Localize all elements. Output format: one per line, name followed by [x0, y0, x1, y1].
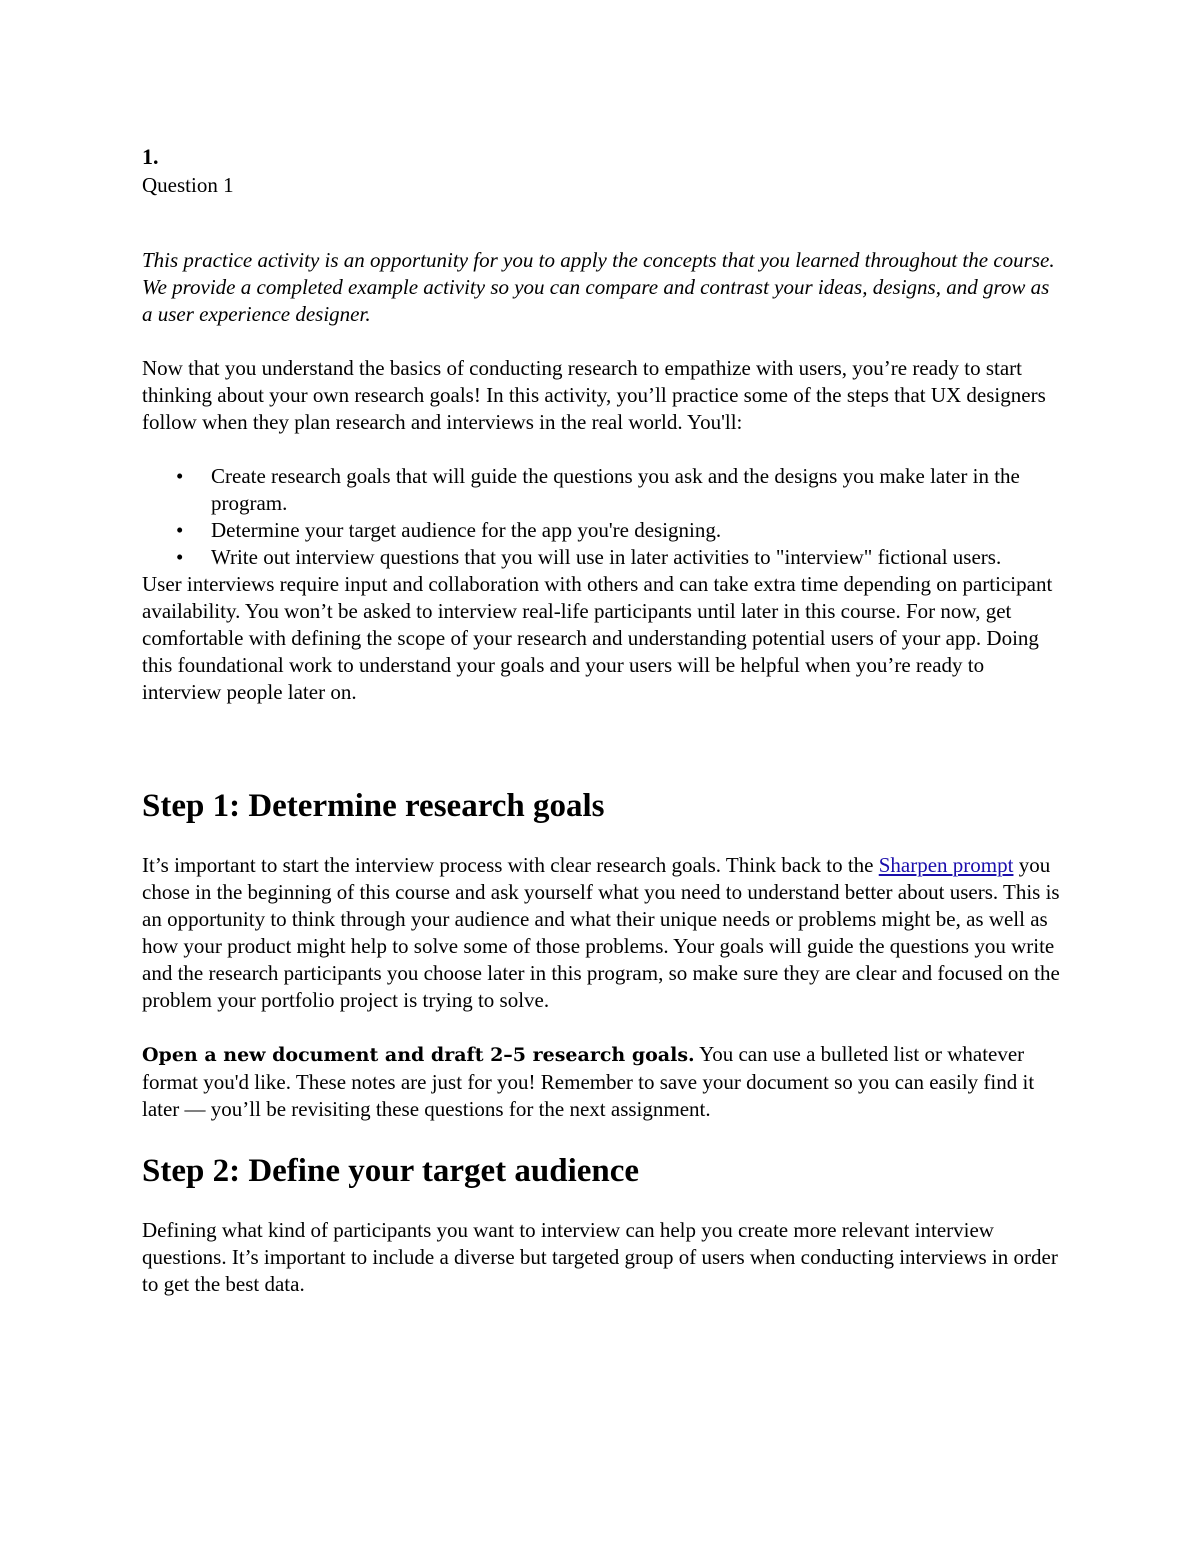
bullet-icon: • [176, 518, 184, 542]
intro-paragraph: This practice activity is an opportunity for you to apply the concepts that you learned throughout the course. We provide a completed example activity so you can compare and contrast your ideas, designs, and grow as a user experience designer. [142, 248, 1055, 326]
bullet-icon: • [176, 464, 184, 488]
sharpen-prompt-link[interactable]: Sharpen prompt [878, 853, 1014, 877]
activity-list [142, 463, 1062, 571]
list-item [176, 517, 1062, 544]
step1-heading: Step 1: Determine research goals [142, 788, 605, 824]
list-item [176, 463, 1062, 517]
step1-instruction-rest: You can use a bulleted list or whatever format you'd like. These notes are just for you! Remember to save your document so you can easily find it later — you’ll be revisiting these questions for the next assignment. [142, 1042, 1035, 1121]
step2-heading: Step 2: Define your target audience [142, 1153, 640, 1189]
step1-text-before-link: It’s important to start the interview process with clear research goals. Think back to the [142, 853, 879, 877]
list-item [176, 544, 1062, 571]
question-label: Question 1 [142, 173, 234, 197]
step1-text-after-link: you chose in the beginning of this course and ask yourself what you need to understand better about users. This is an opportunity to think through your audience and what their unique needs or problems might be, as well as how your product might help to solve some of those problems. Your goals will guide the questions you write and the research participants you choose later in this program, so make sure they are clear and focused on the problem your portfolio project is trying to solve. [142, 853, 1060, 1012]
list-item-text: Create research goals that will guide the questions you ask and the designs you make later in the program. [211, 464, 1020, 515]
overview-paragraph: Now that you understand the basics of conducting research to empathize with users, you’re ready to start thinking about your own research goals! In this activity, you’ll practice some of the steps that UX designers follow when they plan research and interviews in the real world. You'll: [142, 356, 1046, 434]
closing-paragraph: User interviews require input and collaboration with others and can take extra time depending on participant availability. You won’t be asked to interview real-life participants until later in this course. For now, get comfortable with defining the scope of your research and understanding potential users of your app. Doing this foundational work to understand your goals and your users will be helpful when you’re ready to interview people later on. [142, 572, 1053, 704]
spacer [142, 436, 1062, 463]
list-item-text: Write out interview questions that you will use in later activities to "interview" fictional users. [211, 545, 1002, 569]
step1-instruction [142, 1041, 1062, 1123]
step1-instruction-bold: Open a new document and draft 2–5 research goals. [142, 1044, 695, 1066]
step1-paragraph [142, 852, 1062, 1014]
step2-paragraph: Defining what kind of participants you want to interview can help you create more relevant interview questions. It’s important to include a diverse but targeted group of users when conducting interviews in order to get the best data. [142, 1218, 1058, 1296]
question-number: 1. [142, 144, 159, 169]
list-item-text: Determine your target audience for the app you're designing. [211, 518, 722, 542]
document-page [142, 142, 1062, 1298]
bullet-icon: • [176, 545, 184, 569]
